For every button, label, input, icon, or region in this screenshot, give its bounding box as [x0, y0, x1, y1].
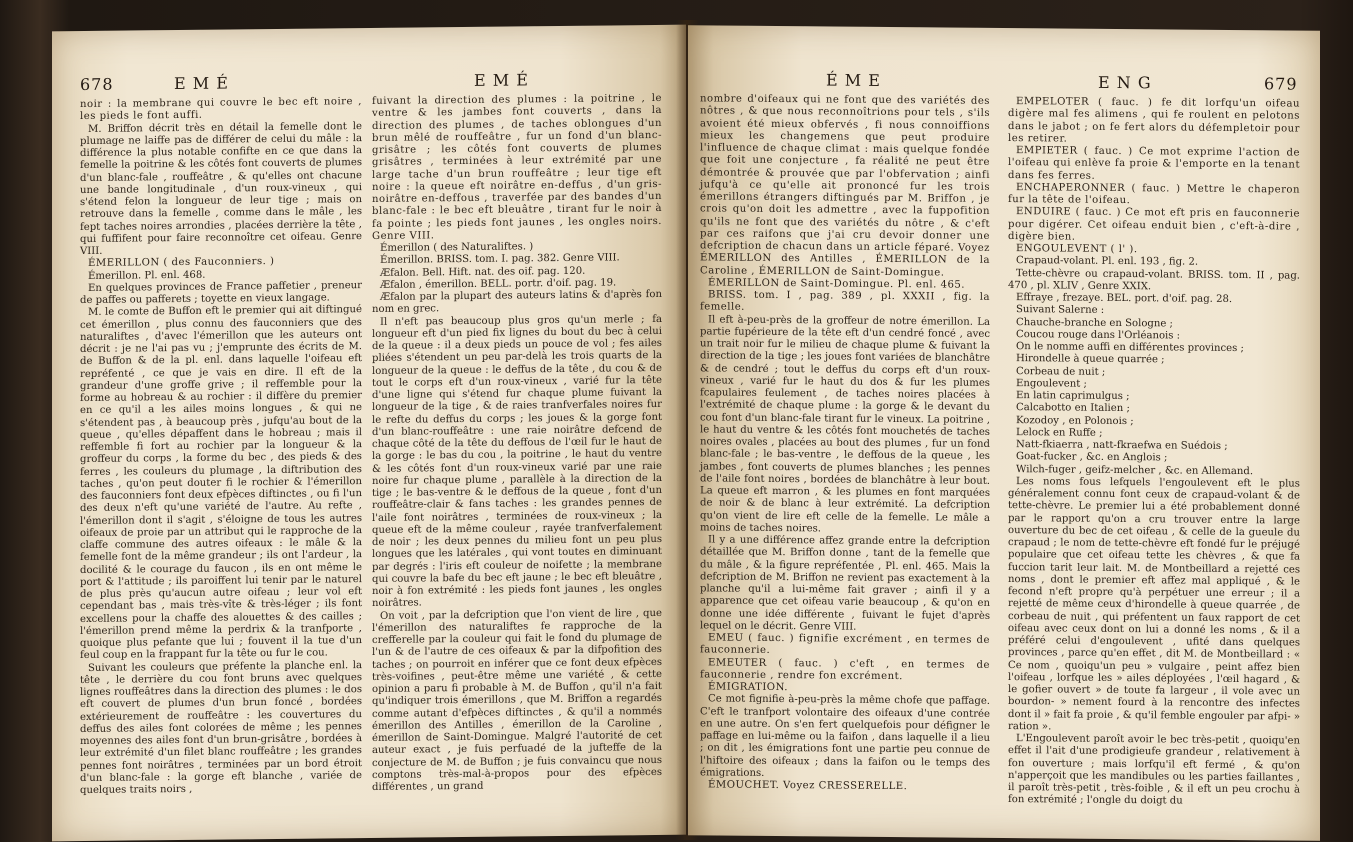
paragraph: Æfalon. Bell. Hift. nat. des oif. pag. 120.	[380, 265, 586, 279]
paragraph: Ce mot fignifie à-peu-près la même chofe que paffage. C'eft le tranfport volontaire des oifeaux d'une contrée en une autre. On s'en fert quelquefois pour défigner le paffage en lui-même ou la faifon , dans laquelle il a lieu ; on dit , les émigrations font une partie peu connue de l'hiftoire des oifeaux ; dans la faifon ou le temps des émigrations.	[700, 693, 990, 779]
paragraph: Æfalon , émerillon. BELL. portr. d'oif. pag. 19.	[380, 277, 617, 291]
paragraph: Émerillon. BRISS. tom. I. pag. 382. Genre VIII.	[380, 252, 620, 267]
paragraph: Il n'eft pas beaucoup plus gros qu'un merle ; fa longueur eft d'un pied fix lignes du bout du bec à celui de la queue : il a deux pieds un pouce de vol ; fes ailes pliées s'étendent un peu par-delà les trois quarts de la longueur de la queue : le deffus de la tête , du cou & de tout le corps eft d'un roux-vineux , varié fur la tête d'une ligne qui s'étend fur chaque plume fuivant la longueur de la tige , & de raies tranfverfales noires fur le refte du deffus du corps ; les joues & la gorge font d'un blanc-rouffeâtre : une raie noirâtre defcend de chaque côté de la tête du deffous de l'œil fur le haut de la gorge : le bas du cou , la poitrine , le haut du ventre & les côtés font d'un roux-vineux varié par une raie noire fur chaque plume , parallèle à la direction de la tige ; le bas-ventre & le deffous de la queue , font d'un rouffeâtre-clair & fans taches : les grandes pennes de l'aile font noirâtres , terminées de roux-vineux ; la queue eft de la même couleur , rayée tranfverfalement de noir ; les deux pennes du milieu font un peu plus longues que les latérales , qui vont toutes en diminuant par degrés : l'iris eft couleur de noifette ; la membrane qui couvre la bafe du bec eft jaune ; le bec eft bleuâtre , noir à fon extrémité : les pieds font jaunes , les ongles noirâtres.	[372, 313, 662, 610]
paragraph: Wilch-fuger , geifz-melcher , &c. en Allemand.	[1016, 463, 1254, 477]
left-running-head-1: E M É	[174, 73, 229, 94]
right-page-number: 679	[1264, 74, 1298, 94]
paragraph: BRISS. tom. I , pag. 389 , pl. XXXII , fig. la femelle.	[700, 289, 990, 313]
paragraph: fuivant la direction des plumes : la poitrine , le ventre & les jambes font couverts , dans la direction des plumes , de taches oblongues d'un brun mêlé de rouffeâtre , fur un fond d'un blanc-grisâtre ; les côtés font couverts de plumes grisâtres , terminées à leur extrémité par une large tache d'un brun rouffeâtre ; leur tige eft noire : la queue eft noirâtre en-deffus , d'un gris-noirâtre en-deffous , traverfée par des bandes d'un blanc-fale : le bec eft bleuâtre , tirant fur le noir à fa pointe ; les pieds font jaunes , les ongles noirs. Genre VIII.	[372, 92, 662, 242]
left-column-2	[372, 93, 662, 794]
left-page-number: 678	[80, 74, 114, 95]
paragraph: M. Briffon décrit très en détail la femelle dont le plumage ne laiffe pas de différer de celui du mâle : la différence la plus notable confifte en ce que dans la femelle la poitrine & les côtés font couverts de plumes d'un blanc-fale , rouffeâtre , & qu'elles ont chacune une bande longitudinale , d'un roux-vineux , qui s'étend felon la longueur de leur tige ; mais on retrouve dans la femelle , comme dans le mâle , les fept taches noires arrondies , placées derrière la tête , qui fuffifent pour faire reconnoître cet oifeau. Genre VIII.	[80, 120, 362, 258]
paragraph: Corbeau de nuit ;	[1016, 365, 1106, 378]
paragraph: Calcabotto en Italien ;	[1016, 402, 1130, 415]
paragraph: On le nomme auffi en différentes provinces ;	[1016, 341, 1244, 355]
paragraph: ENGOULEVENT ( l' ).	[1016, 243, 1138, 256]
paragraph: Coucou rouge dans l'Orléanois :	[1016, 328, 1181, 342]
paragraph: Il eft à-peu-près de la groffeur de notre émerillon. La partie fupérieure de la tête eft d'un cendré foncé , avec un trait noir fur le milieu de chaque plume & fuivant la direction de la tige ; les joues font variées de blanchâtre & de cendré ; tout le deffus du corps eft d'un roux-vineux , varié fur le haut du dos & fur les plumes fcapulaires feulement , de taches noires placées à l'extrémité de chaque plume : la gorge & le devant du cou font d'un blanc-fale tirant fur le vineux. La poitrine , le haut du ventre & les côtés font mouchetés de taches noires ovales , placées au bout des plumes , fur un fond blanc-fale ; le bas-ventre , le deffous de la queue , les jambes , font couverts de plumes blanches ; les pennes de l'aile font noires , bordées de blanchâtre à leur bout. La queue eft marron , & les plumes en font marquées de noir & de blanc à leur extrémité. La defcription qu'on vient de lire eft celle de la femelle. Le mâle a moins de taches noires.	[700, 313, 990, 535]
right-page	[688, 25, 1320, 841]
paragraph: ÉMERILLON de Saint-Domingue. Pl. enl. 465.	[708, 277, 966, 291]
paragraph: Suivant les couleurs que préfente la planche enl. la tête , le derrière du cou font bruns avec quelques lignes rouffeâtres dans la direction des plumes : le dos eft couvert de plumes d'un brun foncé , bordées extérieurement de rouffeâtre : les couvertures du deffus des ailes font colorées de même ; les pennes moyennes des ailes font d'un brun-grisâtre , bordées à leur extrémité d'un filet blanc rouffeâtre ; les grandes pennes font noirâtres , terminées par un bord étroit d'un blanc-fale : la gorge eft blanche , variée de quelques traits noirs ,	[80, 659, 362, 797]
paragraph: ÉMERILLON ( des Fauconniers. )	[88, 256, 275, 270]
paragraph: M. le comte de Buffon eft le premier qui ait diftingué cet émerillon , plus connu des fauconniers que des naturaliftes , d'avec l'émerillon que les auteurs ont décrit : je ne l'ai pas vu ; j'emprunte des écrits de M. de Buffon & de la pl. enl. dans laquelle l'oifeau eft repréfenté , ce que je vais en dire. Il eft de la grandeur d'une groffe grive ; il reffemble pour la forme au hobreau & au rochier : il diffère du premier en ce qu'il a les ailes moins longues , & qui ne s'étendent pas , à beaucoup près , jufqu'au bout de la queue , qu'elles dépaffent dans le hobreau ; mais il reffemble fi fort au rochier par la longueur & la groffeur du corps , la forme du bec , des pieds & des ferres , les couleurs du plumage , la diftribution des taches , qu'on peut douter fi le rochier & l'émerillon des fauconniers font deux efpèces diftinctes , ou fi l'un des deux n'eft qu'une variété de l'autre. Au refte , l'émerillon dont il s'agit , s'éloigne de tous les autres oifeaux de proie par un attribut qui le rapproche de la claffe commune des autres oifeaux : le mâle & la femelle font de la même grandeur ; ils ont l'ardeur , la docilité & le courage du faucon , ils en ont même le port & l'attitude ; ils paroiffent lui tenir par le naturel de plus près qu'aucun autre oifeau ; leur vol eft cependant bas , mais très-vîte & très-léger ; ils font excellens pour la chaffe des alouettes & des cailles ; l'émerillon prend même la perdrix & la tranfporte , quoique plus pefante que lui ; fouvent il la tue d'un feul coup en la frappant fur la tête ou fur le cou.	[80, 304, 362, 662]
right-running-head-2: E N G	[1098, 72, 1152, 93]
left-column-1	[80, 96, 362, 797]
paragraph: ÉMOUCHET. Voyez CRESSERELLE.	[708, 779, 908, 793]
paragraph: Lelock en Ruffe ;	[1016, 426, 1103, 439]
right-column-1	[700, 93, 990, 794]
paragraph: EMPELOTER ( fauc. ) fe dit lorfqu'un oifeau digère mal fes alimens , qui fe roulent en pelotons dans le jabot ; on fe fert alors du défempletoir pour les retirer.	[1008, 96, 1300, 145]
paragraph: Natt-fkiaerra , natt-fkraefwa en Suédois ;	[1016, 439, 1228, 452]
paragraph: Effraye , frezaye. BEL. port. d'oif. pag. 28.	[1016, 292, 1233, 305]
paragraph: Chauche-branche en Sologne ;	[1016, 316, 1173, 329]
paragraph: Kozodoy , en Polonois ;	[1016, 414, 1134, 427]
paragraph: Engoulevent ;	[1016, 377, 1087, 390]
paragraph: Hirondelle à queue quarrée ;	[1016, 353, 1165, 366]
paragraph: On voit , par la defcription que l'on vient de lire , que l'émerillon des naturaliftes fe rapproche de la crefferelle par la couleur qui fait le fond du plumage de l'un & de l'autre de ces oifeaux & par la difpofition des taches ; on pourroit en inférer que ce font deux efpèces très-voifines , peut-être même une variété , & cette opinion a paru fi probable à M. de Buffon , qu'il n'a fait qu'indiquer trois émerillons , que M. Briffon a regardés comme autant d'efpèces diftinctes , & qu'il a nommés émerillon des Antilles , émerillon de la Caroline , émerillon de Saint-Domingue. Malgré l'autorité de cet auteur exact , je fuis perfuadé de la jufteffe de la conjecture de M. de Buffon ; je fuis convaincu que nous comptons très-mal-à-propos pour des efpèces différentes , un grand	[372, 607, 662, 793]
paragraph: Æfalon par la plupart des auteurs latins & d'après fon nom en grec.	[372, 288, 662, 316]
paragraph: EMPIETER ( fauc. ) Ce mot exprime l'action de l'oifeau qui enlève fa proie & l'emporte en la tenant dans fes ferres.	[1008, 145, 1300, 182]
right-column-2	[1008, 96, 1300, 809]
paragraph: Tette-chèvre ou crapaud-volant. BRISS. tom. II , pag. 470 , pl. XLIV , Genre XXIX.	[1008, 267, 1300, 293]
paragraph: Il y a une différence affez grande entre la defcription détaillée que M. Briffon donne , tant de la femelle que du mâle , & la figure repréfentée , Pl. enl. 465. Mais la defcription de M. Briffon ne revient pas exactement à la planche qu'il a lui-même fait graver ; ainfi il y a apparence que cet oifeau varie beaucoup , & qu'on en donne une idée différente , fuivant le fujet d'après lequel on le décrit. Genre VIII.	[700, 534, 990, 633]
paragraph: nombre d'oifeaux qui ne font que des variétés des nôtres , & que nous reconnoîtrions pour tels , s'ils avoient été mieux obfervés , fi nous connoiffions mieux les changemens que peut produire l'influence de chaque climat : mais quelque fondée que foit une conjecture , fa réalité ne peut être démontrée & prouvée que par l'obfervation ; ainfi jufqu'à ce qu'elle ait prononcé fur les trois émerillons étrangers diftingués par M. Briffon , je crois qu'on doit les admettre , avec la fuppofition qu'ils ne font que des variétés du nôtre , & c'eft par ces raifons que j'ai cru devoir donner une defcription de chacun dans un article féparé. Voyez ÉMERILLON des Antilles , ÉMERILLON de la Caroline , ÉMERILLON de Saint-Domingue.	[700, 93, 990, 278]
paragraph: EMEU ( fauc. ) fignifie excrément , en termes de fauconnerie.	[700, 632, 990, 657]
paragraph: Suivant Salerne :	[1016, 304, 1105, 317]
left-page	[52, 25, 686, 842]
paragraph: Émerillon. Pl. enl. 468.	[88, 269, 206, 282]
paragraph: Les noms fous lefquels l'engoulevent eft le plus généralement connu font ceux de crapaud-volant & de tette-chèvre. Le premier lui a été probablement donné par le rapport qu'on a cru trouver entre la large ouverture du bec de cet oifeau , & celle de la gueule du crapaud ; le nom de tette-chèvre eft fondé fur le préjugé populaire que cet oifeau tette les chèvres , & que fa fuccion tarit leur lait. M. de Montbeillard a rejetté ces noms , dont le premier eft affez mal appliqué , & le fecond n'eft propre qu'à perpétuer une erreur ; il a rejetté de même ceux d'hirondelle à queue quarrée , de corbeau de nuit , qui préfentent un faux rapport de cet oifeau avec ceux dont on lui a donné les noms , & il a préféré celui d'engoulevent , ufité dans quelques provinces , parce qu'en effet , dit M. de Montbeillard : « Ce nom , quoiqu'un peu » vulgaire , peint affez bien l'oifeau , lorfque les » ailes déployées , l'œil hagard , & le gofier ouvert » de toute fa largeur , il vole avec un bourdon- » nement fourd à la rencontre des infectes dont il » fait fa proie , & qu'il femble engouler par afpi- » ration ».	[1008, 475, 1300, 733]
paragraph: noir : la membrane qui couvre le bec eft noire , les pieds le font auffi.	[80, 96, 362, 123]
paragraph: ENCHAPERONNER ( fauc. ) Mettre le chaperon fur la tête de l'oifeau.	[1008, 181, 1300, 207]
left-running-head-2: E M É	[474, 70, 529, 90]
right-running-head-1: É M E	[826, 70, 881, 90]
paragraph: Émerillon ( des Naturaliftes. )	[380, 241, 534, 254]
paragraph: En latin caprimulgus ;	[1016, 390, 1130, 403]
paragraph: En quelques provinces de France paffetier , preneur de paffes ou pafferets ; toyette en vieux langage.	[80, 279, 362, 307]
paragraph: EMEUTER ( fauc. ) c'eft , en termes de fauconnerie , rendre fon excrément.	[700, 656, 990, 682]
paragraph: L'Engoulevent paroît avoir le bec très-petit , quoiqu'en effet il l'ait d'une prodigieufe grandeur , relativement à fon ouverture ; mais lorfqu'il eft fermé , & qu'on n'apperçoit que les mandibules ou les parties faillantes , il paroît très-petit , très-foible , & il eft un peu crochu à fon extrémité ; l'ongle du doigt du	[1008, 733, 1300, 807]
paragraph: Crapaud-volant. Pl. enl. 193 , fig. 2.	[1016, 255, 1199, 268]
paragraph: ÉMIGRATION.	[708, 681, 788, 694]
paragraph: Goat-fucker , &c. en Anglois ;	[1016, 451, 1168, 464]
paragraph: ENDUIRE ( fauc. ) Ce mot eft pris en fauconnerie pour digérer. Cet oifeau enduit bien , c'eft-à-dire , digère bien.	[1008, 206, 1300, 243]
